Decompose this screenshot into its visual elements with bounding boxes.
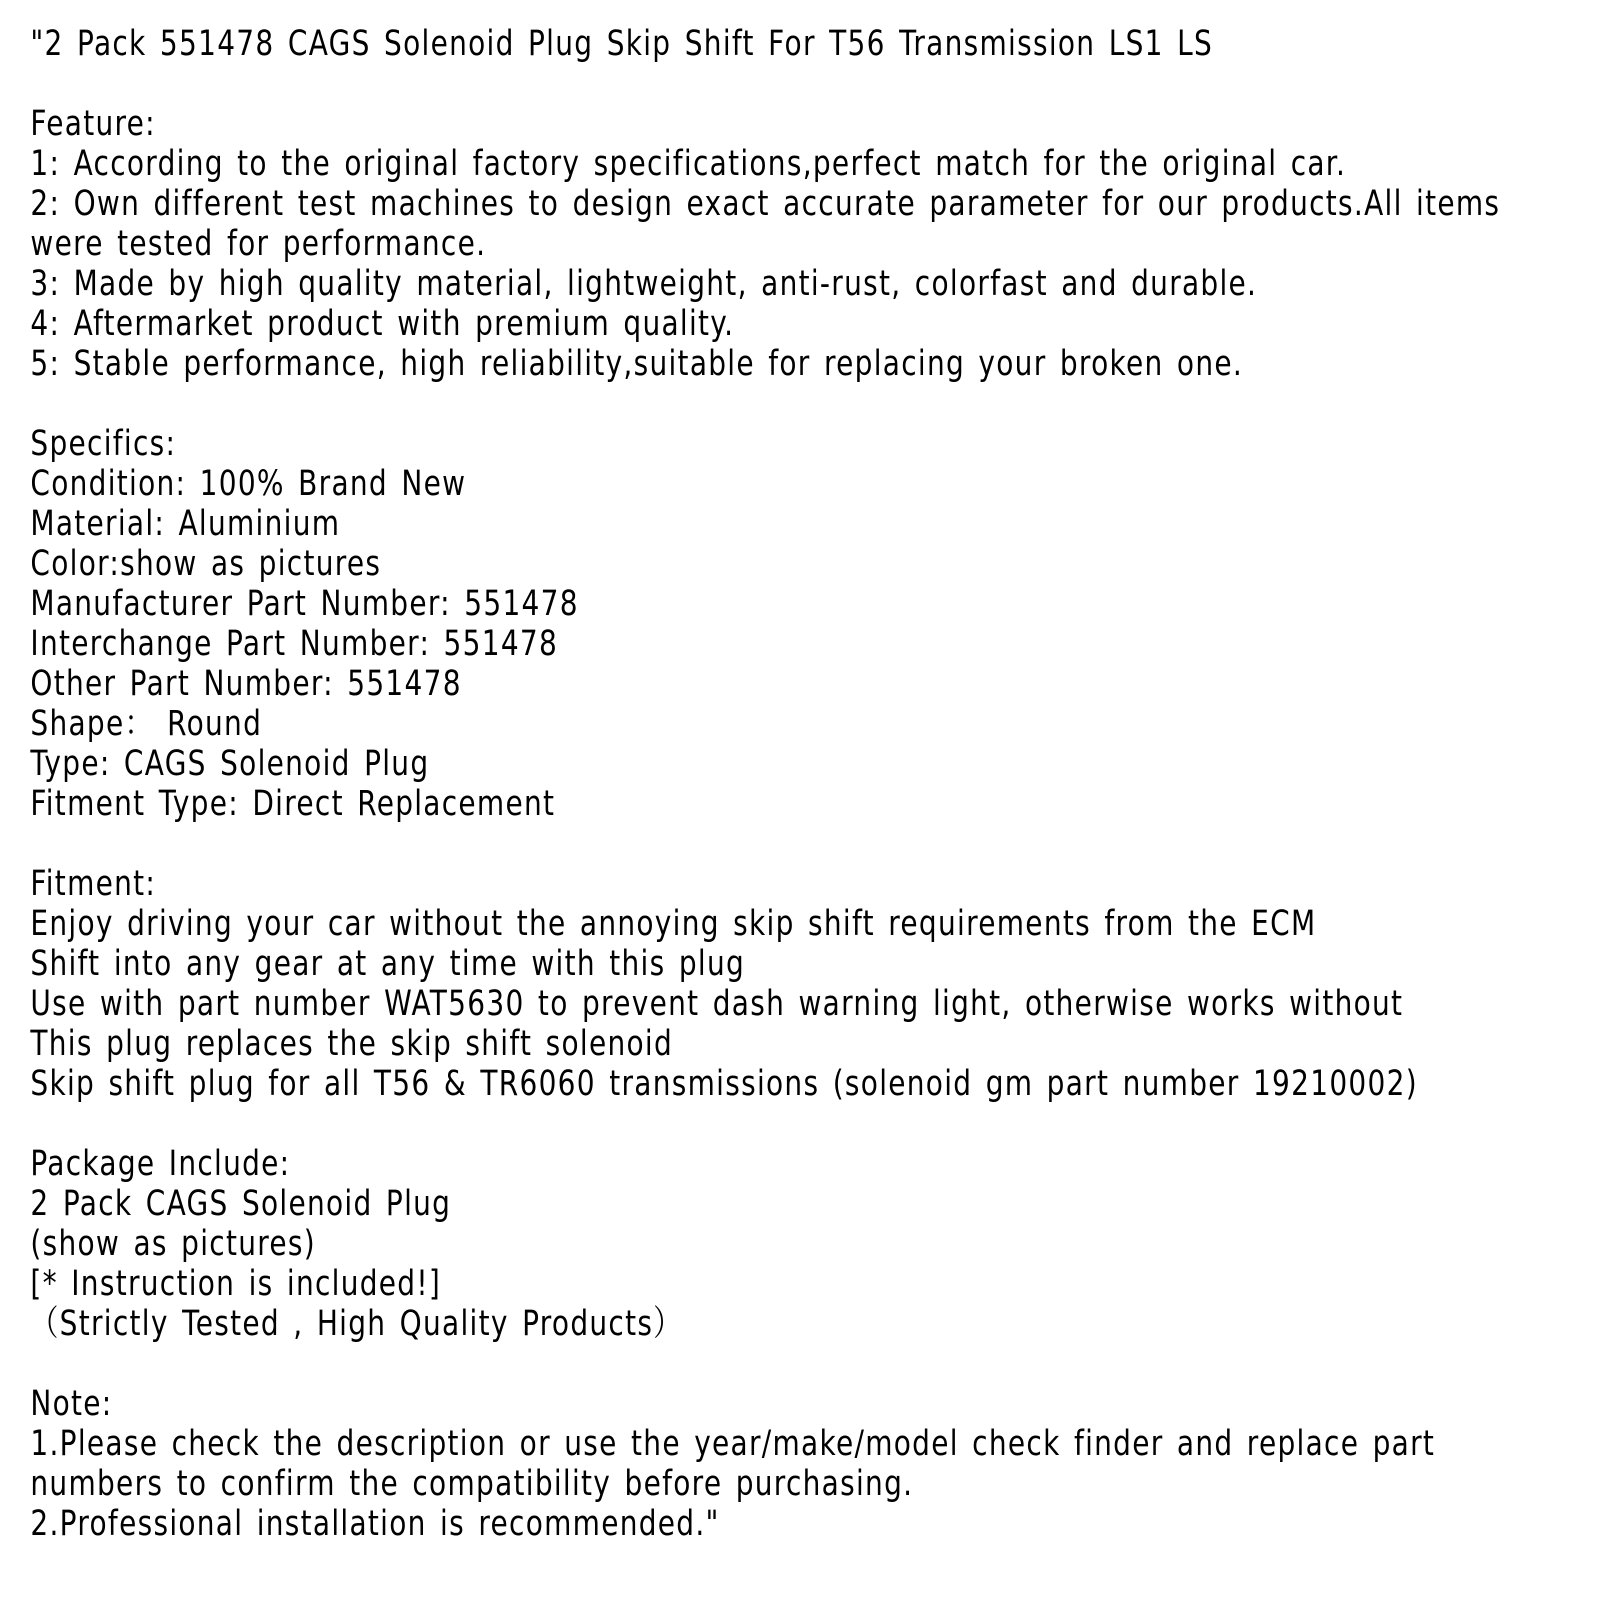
package-include-heading: Package Include: xyxy=(30,1144,291,1184)
blank-line xyxy=(30,824,1600,864)
feature-line: 2: Own different test machines to design exact accurate parameter for our products.All items xyxy=(30,184,1501,224)
blank-line xyxy=(30,1344,1600,1384)
feature-heading: Feature: xyxy=(30,104,156,144)
feature-line: 4: Aftermarket product with premium quality. xyxy=(30,304,735,344)
specifics-line-shape: Shape： Round xyxy=(30,704,263,744)
blank-line xyxy=(30,1104,1600,1144)
specifics-line-type: Type: CAGS Solenoid Plug xyxy=(30,744,430,784)
package-include-line: 2 Pack CAGS Solenoid Plug xyxy=(30,1184,452,1224)
document-title: "2 Pack 551478 CAGS Solenoid Plug Skip Shift For T56 Transmission LS1 LS xyxy=(30,24,1214,64)
specifics-line-interchange: Interchange Part Number: 551478 xyxy=(30,624,559,664)
specifics-line-fitment-type: Fitment Type: Direct Replacement xyxy=(30,784,556,824)
feature-line: 5: Stable performance, high reliability,suitable for replacing your broken one. xyxy=(30,344,1244,384)
blank-line xyxy=(30,384,1600,424)
note-line: 2.Professional installation is recommended." xyxy=(30,1504,720,1544)
feature-line: 3: Made by high quality material, lightweight, anti-rust, colorfast and durable. xyxy=(30,264,1258,304)
feature-line: 1: According to the original factory specifications,perfect match for the original car. xyxy=(30,144,1347,184)
fitment-heading: Fitment: xyxy=(30,864,157,904)
package-include-line: (show as pictures) xyxy=(30,1224,316,1264)
fitment-line: This plug replaces the skip shift solenoid xyxy=(30,1024,674,1064)
feature-line: were tested for performance. xyxy=(30,224,487,264)
package-include-line: （Strictly Tested , High Quality Products） xyxy=(30,1304,683,1344)
fitment-line: Use with part number WAT5630 to prevent dash warning light, otherwise works without xyxy=(30,984,1404,1024)
specifics-line-condition: Condition: 100% Brand New xyxy=(30,464,467,504)
specifics-line-other-part: Other Part Number: 551478 xyxy=(30,664,462,704)
note-heading: Note: xyxy=(30,1384,113,1424)
note-line: numbers to confirm the compatibility before purchasing. xyxy=(30,1464,914,1504)
product-description-text-block xyxy=(0,24,1600,1544)
package-include-line: [* Instruction is included!] xyxy=(30,1264,442,1304)
specifics-heading: Specifics: xyxy=(30,424,177,464)
fitment-line: Enjoy driving your car without the annoying skip shift requirements from the ECM xyxy=(30,904,1317,944)
specifics-line-mpn: Manufacturer Part Number: 551478 xyxy=(30,584,579,624)
specifics-line-color: Color:show as pictures xyxy=(30,544,382,584)
fitment-line: Skip shift plug for all T56 & TR6060 transmissions (solenoid gm part number 19210002) xyxy=(30,1064,1418,1104)
fitment-line: Shift into any gear at any time with this plug xyxy=(30,944,746,984)
specifics-line-material: Material: Aluminium xyxy=(30,504,341,544)
note-line: 1.Please check the description or use the year/make/model check finder and replace part xyxy=(30,1424,1436,1464)
blank-line xyxy=(30,64,1600,104)
